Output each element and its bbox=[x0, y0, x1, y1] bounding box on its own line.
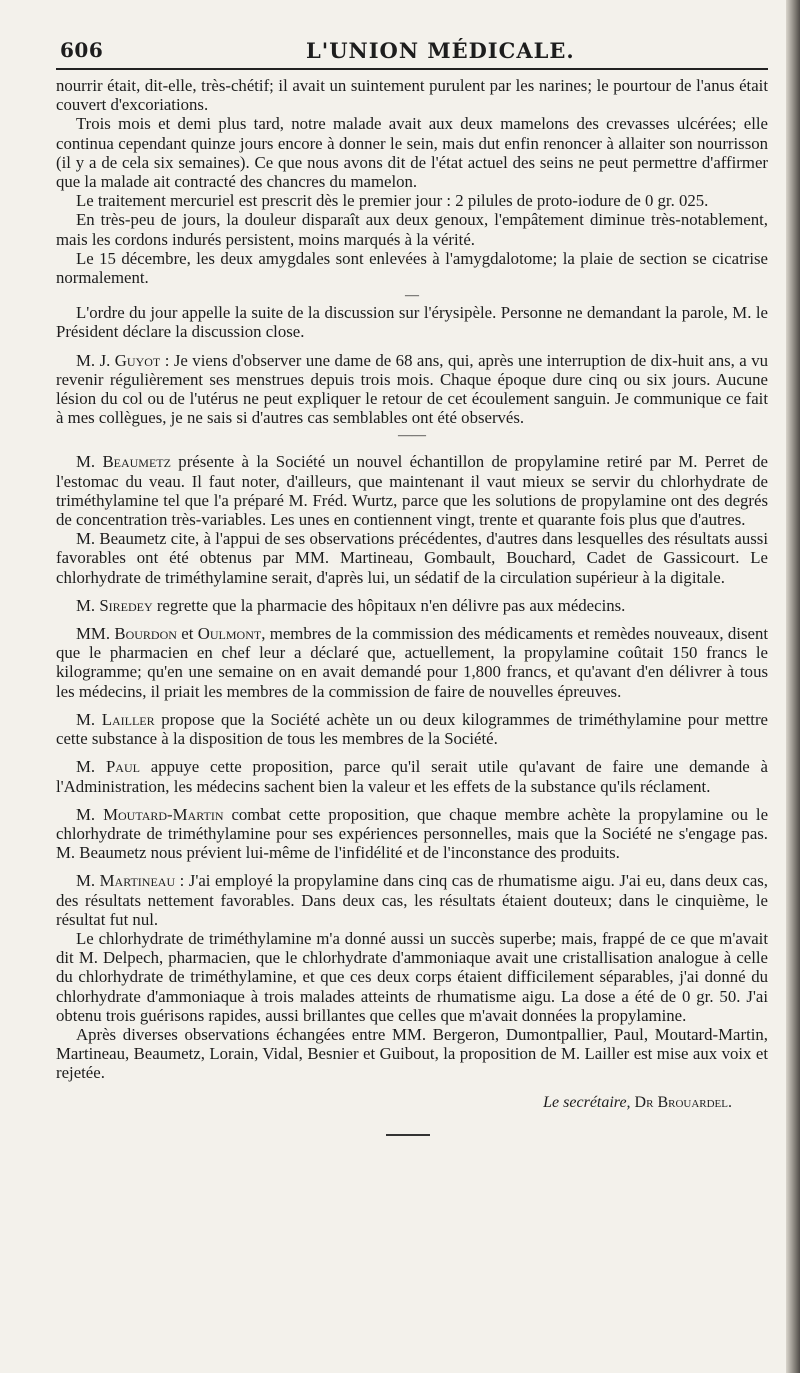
speaker-paragraph: MM. Bourdon et Oulmont, membres de la commission des médicaments et remèdes nouveaux, disent que le pharmacien en chef leur a déclaré que, actuellement, la propylamine coûtait 150 francs le kilogramme; qu'en une semaine on en avait demandé pour 1,800 francs, et qu'avant d'en délivrer à tous les médecins, il priait les membres de la commission de faire de nouvelles épreuves. bbox=[56, 624, 768, 701]
speaker-name: Oulmont bbox=[197, 624, 262, 644]
speaker-paragraph: M. Siredey regrette que la pharmacie des hôpitaux n'en délivre pas aux médecins. bbox=[76, 595, 626, 615]
speaker-name: Paul bbox=[105, 757, 140, 777]
speaker-paragraph: M. Lailler propose que la Société achète un ou deux kilogrammes de triméthylamine pour mettre cette substance à la disposition de tous les membres de la Société. bbox=[56, 709, 769, 749]
speaker-paragraph: M. J. Guyot : Je viens d'observer une dame de 68 ans, qui, après une interruption de dix-huit ans, a vu revenir régulièrement ses menstrues depuis trois mois. Chaque époque dure cinq ou six jours. Aucune lésion du col ou de l'utérus ne peut expliquer le retour de cet écoulement sanguin. Je communique ce fait à mes collègues, je ne sais si d'autres cas semblables ont été observés. bbox=[56, 350, 768, 428]
signature-name: Dr Brouardel. bbox=[634, 1093, 732, 1111]
speaker-name: Lailler bbox=[101, 709, 155, 729]
speaker-paragraph: M. Beaumetz présente à la Société un nouvel échantillon de propylamine retiré par M. Perret de l'estomac du veau. Il faut noter, d'ailleurs, que maintenant il vaut mieux se servir du chlorhydrate de triméthylamine tel que l'a préparé M. Fréd. Wurtz, parce que les solutions de propylamine ont des degrés de concentration très-variables. Les unes en contiennent vingt, trente et quarante fois plus que d'autres. bbox=[56, 452, 769, 530]
paragraph: M. Beaumetz cite, à l'appui de ses observations précédentes, d'autres dans lesquelles des résultats aussi favorables ont été obtenus par MM. Martineau, Gombault, Bouchard, Cadet de Gassicourt. Le chlorhydrate de triméthylamine serait, d'après lui, un sédatif de la circulation supérieur à la digitale. bbox=[56, 529, 768, 587]
speaker-paragraph: M. Moutard-Martin combat cette proposition, que chaque membre achète la propylamine ou le chlorhydrate de triméthylamine pour ses expériences personnelles, mais que la Société ne s'engage pas. M. Beaumetz nous prévient lui-même de l'infidélité et de l'inconstance des produits. bbox=[56, 804, 769, 863]
paragraph: Le 15 décembre, les deux amygdales sont enlevées à l'amygdalotome; la plaie de section se cicatrise normalement. bbox=[56, 248, 768, 288]
section-separator: — bbox=[405, 288, 419, 304]
paragraph: Le chlorhydrate de triméthylamine m'a donné aussi un succès superbe; mais, frappé de ce que m'avait dit M. Delpech, pharmacien, que le chlorhydrate d'ammoniaque avait une cristallisation analogue à celle du chlorhydrate de triméthylamine, et que ces deux corps étaient difficilement séparables, j'ai donné du chlorhydrate d'ammoniaque à trois malades atteints de rhumatisme aigu. La dose a été de 0 gr. 50. J'ai obtenu trois guérisons rapides, aussi brillantes que celles que m'avait données la propylamine. bbox=[56, 928, 768, 1025]
paragraph: En très-peu de jours, la douleur disparaît aux deux genoux, l'empâtement diminue très-notablement, mais les cordons indurés persistent, moins marqués à la vérité. bbox=[56, 210, 768, 249]
speaker-name: Martineau bbox=[99, 871, 176, 891]
speaker-name: Beaumetz bbox=[102, 452, 171, 472]
signature bbox=[56, 1093, 768, 1112]
header-rule bbox=[56, 68, 768, 70]
body-text bbox=[56, 76, 768, 1136]
paragraph: Le traitement mercuriel est prescrit dès le premier jour : 2 pilules de proto-iodure de 0 gr. 025. bbox=[76, 191, 709, 211]
speaker-paragraph: M. Paul appuye cette proposition, parce qu'il serait utile qu'avant de faire une demande à l'Administration, les médecins sachent bien la valeur et les effets de la substance qu'ils réclament. bbox=[56, 757, 769, 796]
page-number: 606 bbox=[60, 38, 104, 62]
running-head: L'UNION MÉDICALE. bbox=[306, 38, 575, 63]
speaker-name: J. Guyot bbox=[99, 350, 161, 370]
speaker-name: Moutard-Martin bbox=[103, 804, 224, 824]
signature-role: Le secrétaire, bbox=[543, 1093, 631, 1111]
page-header bbox=[56, 0, 758, 68]
speaker-name: Bourdon bbox=[114, 624, 177, 644]
section-separator: —— bbox=[398, 428, 426, 444]
paragraph: L'ordre du jour appelle la suite de la discussion sur l'érysipèle. Personne ne demandant la parole, M. le Président déclare la discussion close. bbox=[56, 303, 768, 342]
speaker-paragraph: M. Martineau : J'ai employé la propylamine dans cinq cas de rhumatisme aigu. J'ai eu, dans deux cas, des résultats nettement favorables. Dans deux cas, les résultats étaient douteux; dans le cinquième, le résultat fut nul. bbox=[56, 871, 768, 929]
speaker-name: Siredey bbox=[99, 595, 153, 615]
book-spine-shadow bbox=[786, 0, 800, 1373]
paragraph: Trois mois et demi plus tard, notre malade avait aux deux mamelons des crevasses ulcérées; elle continua cependant quinze jours encore à donner le sein, mais dut enfin renoncer à allaiter son nourrisson (il y a de cela six semaines). Ce que nous avons dit de l'état actuel des seins ne peut permettre d'affirmer que la malade ait contracté des chancres du mamelon. bbox=[56, 114, 768, 192]
paragraph: nourrir était, dit-elle, très-chétif; il avait un suintement purulent par les narines; le pourtour de l'anus était couvert d'excoriations. bbox=[56, 76, 768, 115]
paragraph: Après diverses observations échangées entre MM. Bergeron, Dumontpallier, Paul, Moutard-Martin, Martineau, Beaumetz, Lorain, Vidal, Besnier et Guibout, la proposition de M. Lailler est mise aux voix et rejetée. bbox=[56, 1024, 768, 1083]
end-rule bbox=[386, 1134, 430, 1136]
